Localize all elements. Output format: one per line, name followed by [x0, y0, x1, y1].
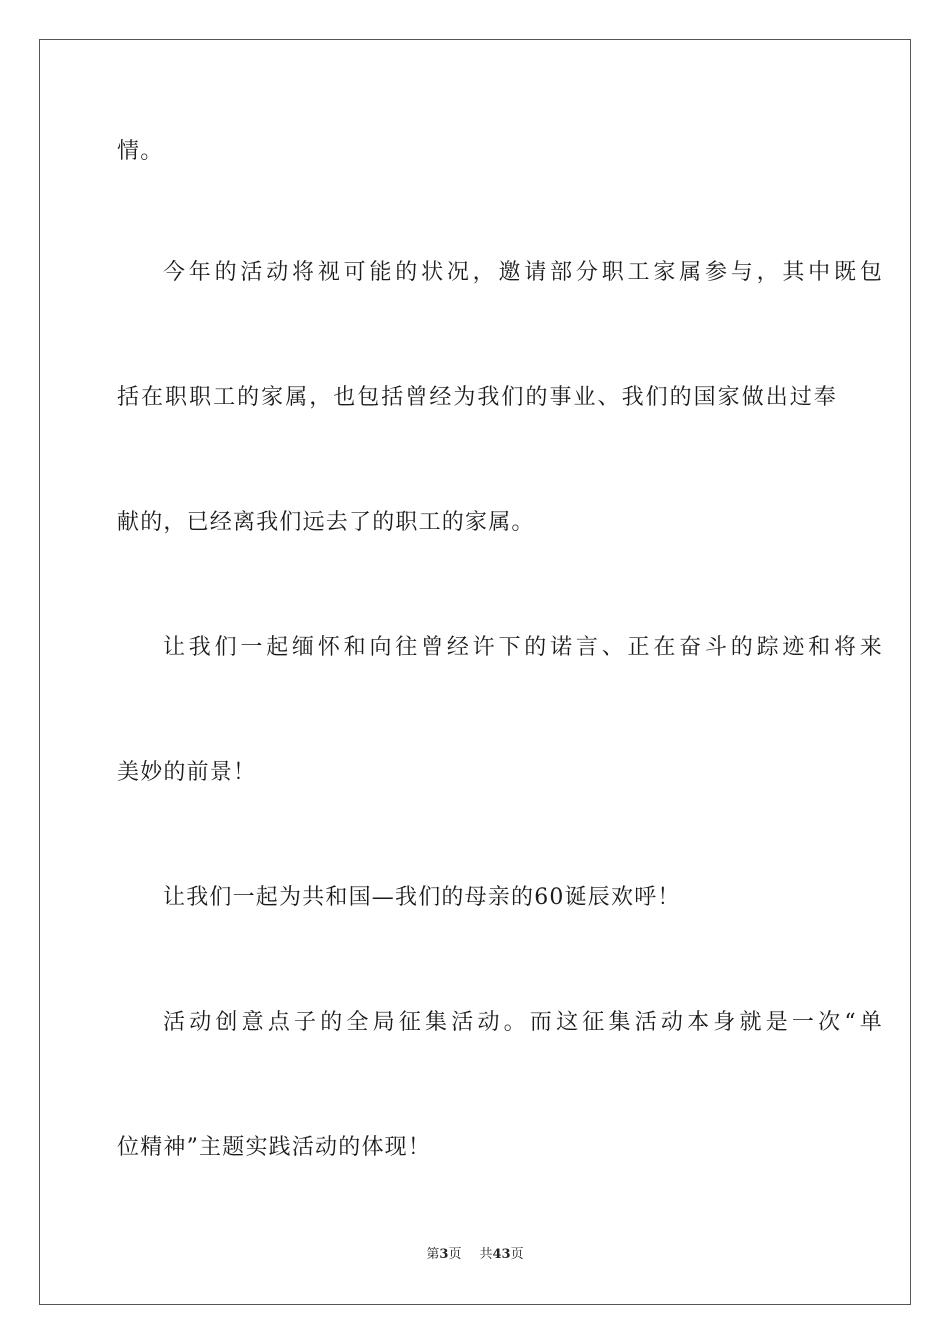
paragraph-line: 让我们一起为共和国—我们的母亲的60诞辰欢呼！: [163, 885, 681, 910]
page-border: [39, 39, 911, 1305]
paragraph-line: 让我们一起缅怀和向往曾经许下的诺言、正在奋斗的踪迹和将来: [163, 635, 883, 660]
page-suffix: 页: [448, 1247, 462, 1262]
paragraph-line: 括在职职工的家属，也包括曾经为我们的事业、我们的国家做出过奉: [117, 385, 837, 410]
page-prefix: 第: [426, 1247, 440, 1262]
paragraph-line: 美妙的前景！: [117, 760, 257, 785]
paragraph-line: 献的，已经离我们远去了的职工的家属。: [117, 510, 535, 535]
page-number: 3: [439, 1247, 449, 1262]
total-pages: 43: [492, 1247, 511, 1262]
paragraph-line: 今年的活动将视可能的状况，邀请部分职工家属参与，其中既包: [163, 260, 883, 285]
page-footer: [0, 1246, 950, 1264]
paragraph-line: 活动创意点子的全局征集活动。而这征集活动本身就是一次“单: [163, 1010, 883, 1035]
total-prefix: 共: [479, 1247, 493, 1262]
total-suffix: 页: [510, 1247, 524, 1262]
paragraph-line: 情。: [117, 139, 164, 164]
paragraph-line: 位精神”主题实践活动的体现！: [117, 1135, 432, 1160]
